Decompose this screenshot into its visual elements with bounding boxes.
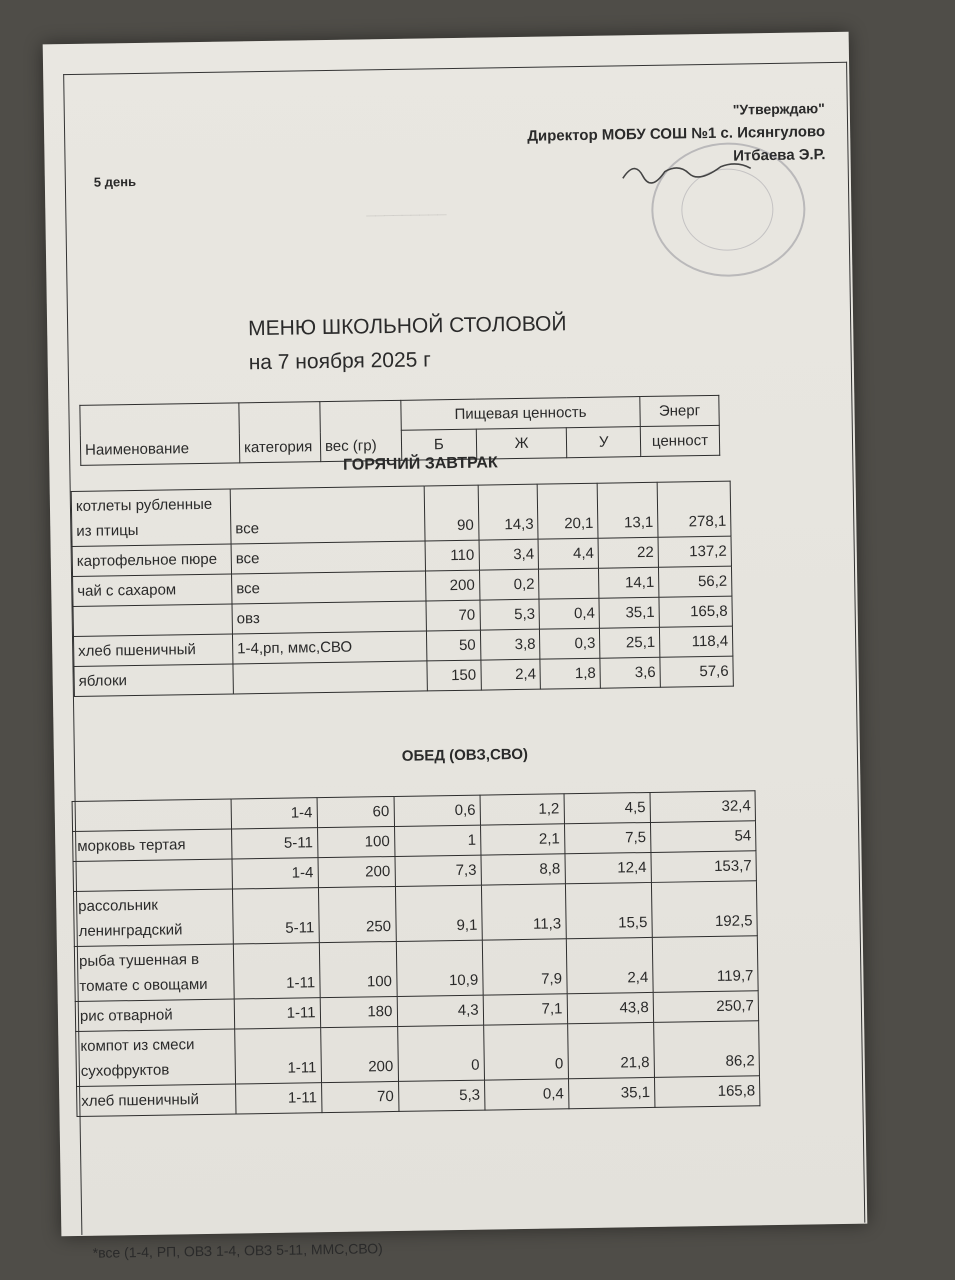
cell-zh	[539, 568, 599, 599]
cell-w: 110	[425, 540, 479, 571]
cell-name: хлеб пшеничный	[73, 634, 232, 666]
cell-zh: 0,4	[484, 1079, 568, 1110]
cell-b: 1	[394, 825, 481, 856]
footnote: *все (1-4, РП, ОВЗ 1-4, ОВЗ 5-11, ММС,СВО)	[92, 1240, 383, 1261]
cell-b: 5,3	[479, 599, 539, 630]
cell-u: 2,4	[566, 937, 653, 993]
cell-zh: 0	[483, 1024, 568, 1080]
cell-e: 57,6	[660, 656, 733, 687]
cell-b: 3,4	[479, 539, 539, 570]
cell-zh: 7,9	[482, 939, 567, 995]
document-page	[43, 32, 868, 1261]
cell-name: рис отварной	[75, 999, 234, 1031]
col-weight: вес (гр)	[320, 400, 402, 461]
cell-cat: все	[231, 541, 426, 574]
cell-e: 250,7	[653, 991, 759, 1023]
cell-zh: 0,4	[539, 598, 599, 629]
page-frame	[63, 62, 865, 1261]
col-u: У	[567, 427, 641, 458]
cell-zh: 11,3	[481, 884, 566, 940]
cell-w: 100	[319, 941, 397, 997]
cell-u: 35,1	[568, 1077, 655, 1108]
cell-w: 200	[320, 1026, 398, 1082]
cell-w: 200	[426, 570, 480, 601]
cell-b: 4,3	[397, 995, 484, 1026]
cell-cat: 1-11	[236, 1083, 322, 1114]
col-nutrition: Пищевая ценность	[401, 397, 640, 431]
lunch-table	[72, 790, 761, 1117]
cell-zh: 7,1	[483, 994, 567, 1025]
cell-e: 119,7	[652, 936, 758, 993]
cell-u: 3,6	[600, 657, 660, 688]
cell-zh: 1,2	[480, 794, 564, 825]
cell-b: 3,8	[480, 629, 540, 660]
cell-name: рыба тушенная в томате с овощами	[74, 944, 234, 1001]
cell-e: 54	[650, 821, 756, 853]
show-through-text: _________	[366, 199, 447, 218]
cell-e: 278,1	[657, 481, 731, 537]
cell-zh: 1,8	[540, 658, 600, 689]
cell-name	[72, 799, 231, 831]
cell-u: 14,1	[599, 567, 659, 598]
cell-cat: 1-4	[231, 798, 317, 829]
lunch-title: ОБЕД (ОВЗ,СВО)	[401, 745, 529, 765]
col-category: категория	[239, 402, 321, 463]
cell-u: 25,1	[600, 627, 660, 658]
cell-e: 165,8	[659, 596, 732, 627]
cell-cat: 5-11	[232, 888, 318, 944]
col-zh: Ж	[476, 428, 567, 459]
cell-cat	[233, 661, 428, 694]
col-energy-bottom: ценност	[640, 425, 719, 456]
cell-b: 7,3	[394, 855, 481, 886]
cell-cat: овз	[232, 601, 427, 634]
cell-w: 180	[320, 996, 397, 1027]
cell-u: 15,5	[565, 882, 652, 938]
cell-u: 4,5	[564, 792, 651, 823]
cell-e: 32,4	[650, 791, 756, 823]
cell-b: 0	[397, 1025, 484, 1081]
cell-b: 14,3	[478, 484, 539, 540]
cell-name: рассольник ленинградский	[73, 889, 233, 946]
cell-u: 43,8	[567, 992, 654, 1023]
title-line-1: МЕНЮ ШКОЛЬНОЙ СТОЛОВОЙ	[247, 312, 567, 341]
cell-cat: все	[232, 571, 427, 604]
cell-zh: 8,8	[481, 854, 565, 885]
cell-name	[73, 604, 232, 636]
col-b: Б	[401, 429, 476, 460]
cell-cat: 5-11	[232, 828, 318, 859]
cell-cat: 1-4,рп, ммс,СВО	[232, 631, 427, 664]
cell-cat: 1-4	[232, 858, 318, 889]
col-energy-top: Энерг	[640, 395, 719, 426]
day-number: 5 день	[93, 173, 137, 190]
cell-w: 60	[317, 796, 394, 827]
cell-b: 2,4	[480, 659, 540, 690]
signature-mark	[621, 154, 771, 186]
cell-e: 56,2	[659, 566, 732, 597]
cell-e: 137,2	[658, 536, 731, 567]
cell-u: 35,1	[599, 597, 659, 628]
cell-name	[73, 859, 232, 891]
cell-name: хлеб пшеничный	[77, 1084, 236, 1116]
cell-cat: все	[230, 486, 425, 544]
title-line-2: на 7 ноября 2025 г	[248, 348, 432, 375]
cell-w: 50	[427, 630, 481, 661]
cell-b: 0,2	[479, 569, 539, 600]
cell-e: 153,7	[651, 851, 757, 883]
cell-e: 86,2	[653, 1021, 759, 1078]
cell-name: компот из смеси сухофруктов	[76, 1029, 236, 1086]
cell-name: котлеты рубленные из птицы	[71, 489, 231, 546]
cell-b: 10,9	[396, 940, 483, 996]
cell-u: 7,5	[564, 822, 651, 853]
cell-u: 21,8	[567, 1022, 654, 1078]
cell-w: 100	[317, 826, 394, 857]
cell-zh: 20,1	[538, 483, 599, 539]
cell-name: чай с сахаром	[73, 574, 232, 606]
cell-name: яблоки	[74, 664, 233, 696]
cell-b: 5,3	[398, 1080, 485, 1111]
cell-cat: 1-11	[233, 943, 319, 999]
cell-w: 70	[321, 1081, 398, 1112]
cell-u: 12,4	[565, 852, 652, 883]
director-name: Итбаева Э.Р.	[733, 146, 826, 165]
approve-label: "Утверждаю"	[732, 100, 825, 118]
cell-u: 22	[598, 537, 658, 568]
cell-w: 90	[424, 485, 478, 541]
cell-name: морковь тертая	[73, 829, 232, 861]
cell-b: 9,1	[395, 885, 482, 941]
director-line: Директор МОБУ СОШ №1 с. Исянгулово	[527, 123, 826, 145]
cell-cat: 1-11	[235, 1028, 321, 1084]
cell-cat: 1-11	[234, 998, 320, 1029]
breakfast-title: ГОРЯЧИЙ ЗАВТРАК	[342, 454, 498, 474]
cell-zh: 4,4	[538, 538, 598, 569]
cell-e: 165,8	[654, 1076, 760, 1108]
cell-w: 200	[318, 856, 395, 887]
table-row	[71, 481, 731, 546]
cell-u: 13,1	[597, 482, 658, 538]
cell-zh: 0,3	[540, 628, 600, 659]
cell-name: картофельное пюре	[72, 544, 231, 576]
col-name: Наименование	[80, 403, 240, 465]
page-title	[248, 307, 567, 380]
cell-w: 150	[427, 660, 481, 691]
cell-e: 118,4	[659, 626, 732, 657]
breakfast-table	[71, 481, 734, 697]
cell-e: 192,5	[651, 881, 757, 938]
cell-w: 70	[426, 600, 480, 631]
cell-w: 250	[318, 886, 396, 942]
cell-zh: 2,1	[480, 824, 564, 855]
cell-b: 0,6	[394, 795, 481, 826]
